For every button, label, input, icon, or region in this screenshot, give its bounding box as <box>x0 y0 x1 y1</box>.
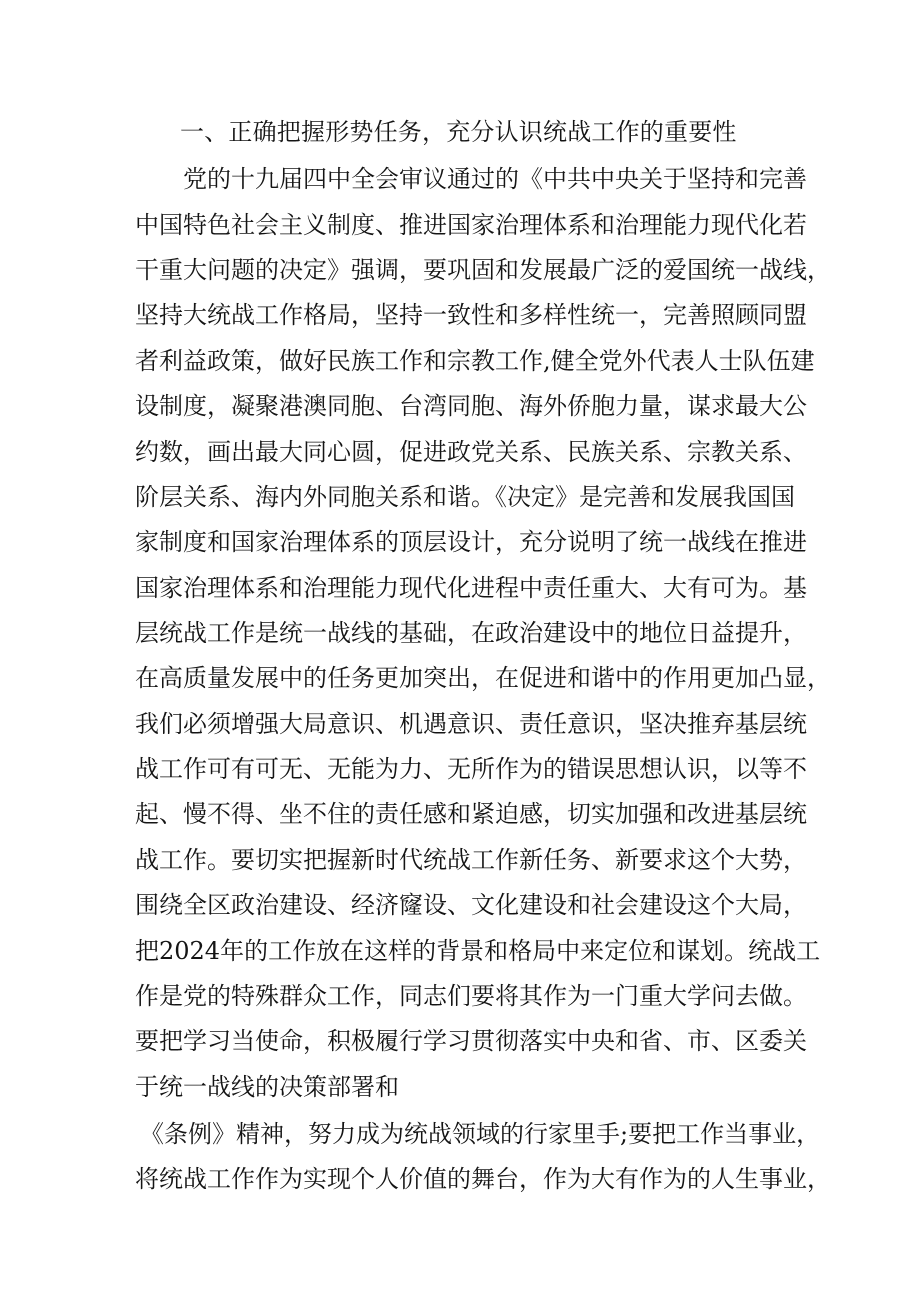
paragraph-line: 层统战工作是统一战线的基础，在政治建设中的地位日益提升， <box>135 619 807 647</box>
paragraph-line: 《条例》精神，努力成为统战领域的行家里手;要把工作当事业， <box>140 1120 821 1148</box>
paragraph-line: 中国特色社会主义制度、推进国家治理体系和治理能力现代化若 <box>135 211 807 239</box>
paragraph-line: 国家治理体系和治理能力现代化进程中责任重大、大有可为。基 <box>135 574 807 602</box>
paragraph-line: 战工作。要切实把握新时代统战工作新任务、新要求这个大势， <box>135 846 807 874</box>
paragraph-line: 设制度，凝聚港澳同胞、台湾同胞、海外侨胞力量，谋求最大公 <box>135 392 807 420</box>
paragraph-line: 要把学习当使命，积极履行学习贯彻落实中央和省、市、区委关 <box>135 1027 807 1055</box>
paragraph-line: 党的十九届四中全会审议通过的《中共中央关于坚持和完善 <box>183 165 807 193</box>
paragraph-line: 家制度和国家治理体系的顶层设计，充分说明了统一战线在推进 <box>135 528 807 556</box>
paragraph-line: 起、慢不得、坐不住的责任感和紧迫感，切实加强和改进基层统 <box>135 800 807 828</box>
paragraph-line: 坚持大统战工作格局，坚持一致性和多样性统一，完善照顾同盟 <box>135 301 807 329</box>
paragraph-line: 阶层关系、海内外同胞关系和谐。《决定》是完善和发展我国国 <box>135 483 795 511</box>
paragraph-line: 把2024年的工作放在这样的背景和格局中来定位和谋划。统战工 <box>135 937 821 965</box>
paragraph-line: 将统战工作作为实现个人价值的舞台，作为大有作为的人生事业， <box>135 1165 831 1193</box>
paragraph-line: 在高质量发展中的任务更加突出，在促进和谐中的作用更加凸显， <box>135 664 831 692</box>
paragraph-line: 者利益政策，做好民族工作和宗教工作,健全党外代表人士队伍建 <box>135 347 815 375</box>
paragraph-line: 约数，画出最大同心圆，促进政党关系、民族关系、宗教关系、 <box>135 438 807 466</box>
paragraph-line: 作是党的特殊群众工作，同志们要将其作为一门重大学问去做。 <box>135 982 807 1010</box>
section-heading: 一、正确把握形势任务，充分认识统战工作的重要性 <box>180 118 737 146</box>
paragraph-line: 于统一战线的决策部署和 <box>135 1073 399 1101</box>
paragraph-line: 围绕全区政治建设、经济窿设、文化建设和社会建设这个大局， <box>135 891 807 919</box>
paragraph-line: 我们必须增强大局意识、机遇意识、责任意识，坚决推弃基层统 <box>135 710 807 738</box>
paragraph-line: 战工作可有可无、无能为力、无所作为的错误思想认识，以等不 <box>135 755 807 783</box>
paragraph-line: 干重大问题的决定》强调，要巩固和发展最广泛的爱国统一战线， <box>135 256 831 284</box>
